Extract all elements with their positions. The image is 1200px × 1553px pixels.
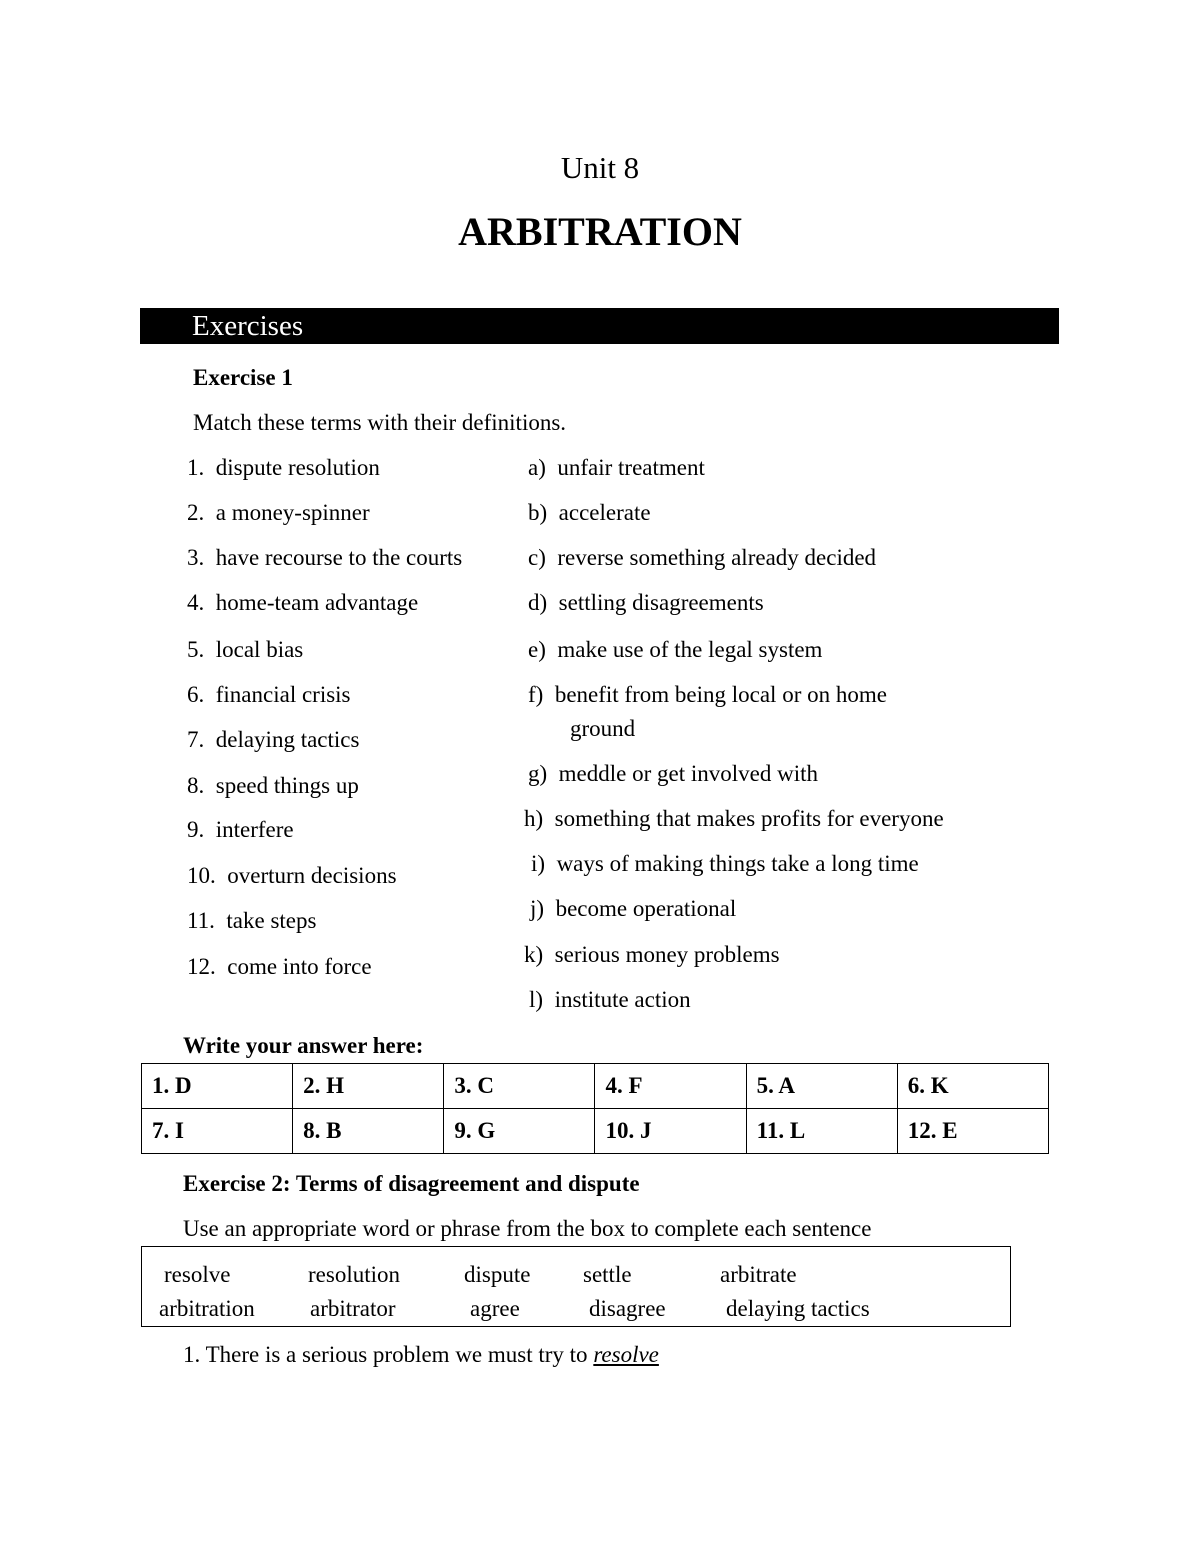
sentence-text: 1. There is a serious problem we must try to: [183, 1342, 588, 1367]
definition-item: [529, 985, 691, 1015]
definition-letter: k): [524, 942, 544, 967]
definition-text: something that makes profits for everyone: [554, 806, 944, 831]
exercises-banner-label: Exercises: [192, 310, 304, 342]
definition-item: [524, 804, 944, 834]
definition-item: [528, 759, 818, 789]
word-box-item: settle: [583, 1262, 632, 1287]
exercise-1-instruction: Match these terms with their definitions.: [193, 410, 567, 435]
term-text: dispute resolution: [215, 455, 380, 480]
answer-cell: 4. F: [595, 1064, 746, 1109]
definition-letter: j): [530, 896, 545, 921]
term-item: [187, 543, 462, 573]
term-number: 8.: [187, 773, 205, 798]
term-number: 12.: [187, 954, 216, 979]
definition-item: [528, 453, 705, 483]
definition-text: reverse something already decided: [557, 545, 877, 570]
definition-continuation: ground: [570, 716, 636, 741]
exercises-banner: [140, 308, 1059, 344]
term-number: 1.: [187, 455, 205, 480]
definition-item: [528, 543, 876, 573]
table-row: [142, 1064, 1049, 1109]
term-text: financial crisis: [215, 682, 351, 707]
definition-item: [528, 588, 764, 618]
definition-text: meddle or get involved with: [558, 761, 819, 786]
term-text: have recourse to the courts: [215, 545, 463, 570]
definition-item: [530, 894, 736, 924]
definition-text: ways of making things take a long time: [556, 851, 919, 876]
term-item: [187, 725, 359, 755]
answer-cell: 12. E: [897, 1109, 1048, 1154]
term-number: 10.: [187, 863, 216, 888]
definition-letter: i): [531, 851, 546, 876]
term-text: speed things up: [215, 773, 359, 798]
definition-text: unfair treatment: [557, 455, 705, 480]
term-number: 4.: [187, 590, 205, 615]
term-number: 11.: [187, 908, 215, 933]
exercise-2-instruction: Use an appropriate word or phrase from the box to complete each sentence: [183, 1216, 872, 1241]
definition-letter: h): [524, 806, 544, 831]
term-item: [187, 815, 294, 845]
word-box-item: dispute: [464, 1262, 531, 1287]
term-text: take steps: [226, 908, 317, 933]
term-item: [187, 861, 397, 891]
term-item: [187, 906, 316, 936]
word-box-item: delaying tactics: [726, 1296, 870, 1321]
unit-number: Unit 8: [560, 150, 640, 185]
definition-text: settling disagreements: [558, 590, 764, 615]
definition-text: institute action: [554, 987, 691, 1012]
definition-text: accelerate: [558, 500, 651, 525]
definition-letter: d): [528, 590, 548, 615]
sentence-answer: resolve: [593, 1342, 659, 1367]
word-box-item: agree: [470, 1296, 520, 1321]
term-text: a money-spinner: [215, 500, 370, 525]
definition-letter: c): [528, 545, 546, 570]
answer-cell: 2. H: [293, 1064, 444, 1109]
answer-cell: 7. I: [142, 1109, 293, 1154]
term-item: [187, 952, 372, 982]
exercise-2-heading: Exercise 2: Terms of disagreement and dispute: [183, 1171, 640, 1196]
answer-cell: 8. B: [293, 1109, 444, 1154]
term-text: interfere: [215, 817, 294, 842]
term-text: come into force: [227, 954, 372, 979]
answer-cell: 3. C: [444, 1064, 595, 1109]
term-text: local bias: [215, 637, 304, 662]
definition-text: benefit from being local or on home: [554, 682, 887, 707]
sentence-item: [183, 1340, 659, 1370]
term-number: 2.: [187, 500, 205, 525]
answer-cell: 1. D: [142, 1064, 293, 1109]
word-box-item: arbitrate: [720, 1262, 797, 1287]
table-row: [142, 1109, 1049, 1154]
definition-item: [528, 498, 651, 528]
definition-item: [524, 940, 780, 970]
term-item: [187, 771, 359, 801]
definition-letter: e): [528, 637, 546, 662]
answer-prompt: Write your answer here:: [183, 1033, 424, 1058]
word-box-item: resolution: [308, 1262, 400, 1287]
definition-letter: b): [528, 500, 548, 525]
term-item: [187, 588, 418, 618]
term-number: 3.: [187, 545, 205, 570]
definition-item: [528, 680, 887, 710]
page-title: ARBITRATION: [458, 209, 742, 254]
term-text: home-team advantage: [215, 590, 419, 615]
term-text: overturn decisions: [227, 863, 397, 888]
definition-letter: l): [529, 987, 544, 1012]
definition-letter: f): [528, 682, 544, 707]
answer-cell: 9. G: [444, 1109, 595, 1154]
word-box-item: disagree: [589, 1296, 666, 1321]
definition-letter: a): [528, 455, 546, 480]
term-number: 5.: [187, 637, 205, 662]
term-item: [187, 680, 351, 710]
definition-text: become operational: [555, 896, 737, 921]
word-box-item: resolve: [164, 1262, 231, 1287]
definition-text: serious money problems: [554, 942, 780, 967]
answer-cell: 11. L: [746, 1109, 897, 1154]
answer-cell: 10. J: [595, 1109, 746, 1154]
definition-item: [531, 849, 919, 879]
definition-text: make use of the legal system: [557, 637, 823, 662]
exercise-1-heading: Exercise 1: [193, 365, 293, 390]
answer-cell: 5. A: [746, 1064, 897, 1109]
answer-table: [141, 1063, 1049, 1154]
term-number: 6.: [187, 682, 205, 707]
definition-item: [528, 635, 822, 665]
term-item: [187, 498, 370, 528]
word-box-item: arbitrator: [310, 1296, 396, 1321]
term-item: [187, 453, 380, 483]
definition-letter: g): [528, 761, 548, 786]
term-text: delaying tactics: [215, 727, 360, 752]
term-item: [187, 635, 303, 665]
answer-cell: 6. K: [897, 1064, 1048, 1109]
term-number: 7.: [187, 727, 205, 752]
word-box-item: arbitration: [159, 1296, 255, 1321]
word-box: [141, 1246, 1011, 1327]
term-number: 9.: [187, 817, 205, 842]
